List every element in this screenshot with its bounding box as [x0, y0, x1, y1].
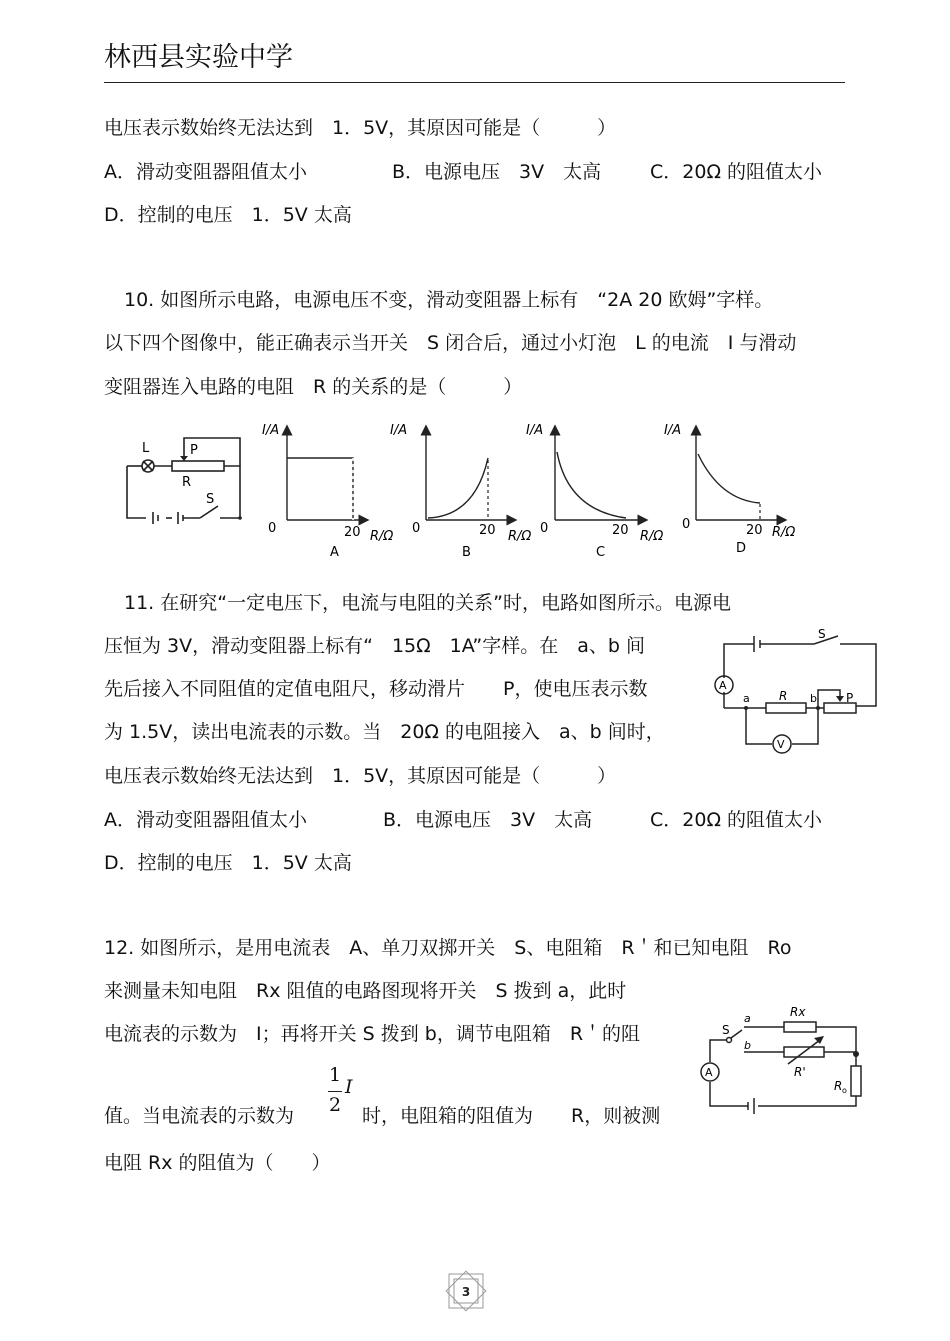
- q11-slider-label: P: [846, 691, 854, 705]
- q11-option-d: D．控制的电压 1．5V 太高: [104, 852, 352, 874]
- q11-switch-label: S: [818, 627, 826, 641]
- graph-b-tick: 20: [479, 523, 496, 538]
- q11-a-label: a: [743, 692, 750, 705]
- q11-option-b: B．电源电压 3V 太高: [383, 809, 593, 831]
- q12-fraction: [326, 1064, 356, 1126]
- q9-option-c: C．20Ω 的阻值太小: [650, 161, 823, 183]
- q10-line-3: 变阻器连入电路的电阻 R 的关系的是（ ）: [104, 376, 523, 398]
- q9-stem: 电压表示数始终无法达到 1．5V，其原因可能是（ ）: [104, 117, 617, 139]
- q11-voltmeter-label: V: [777, 738, 785, 751]
- switch-label: S: [206, 492, 215, 507]
- graph-c-xlabel: R/Ω: [640, 529, 664, 544]
- q12-ammeter-label: A: [705, 1066, 713, 1079]
- graph-d-tick: 20: [746, 523, 763, 538]
- q9-option-a: A．滑动变阻器阻值太小: [104, 161, 307, 183]
- school-title: 林西县实验中学: [104, 42, 293, 73]
- q12-circuit-diagram: [696, 994, 876, 1118]
- fraction-variable: I: [345, 1076, 353, 1098]
- q12-ro-label: R: [834, 1079, 843, 1093]
- graph-d-origin: 0: [682, 517, 691, 532]
- fraction-numerator: 1: [329, 1064, 342, 1086]
- graph-d-xlabel: R/Ω: [772, 525, 796, 540]
- q10-graphs: [250, 418, 810, 558]
- q12-line-3: 电流表的示数为 I；再将开关 S 拨到 b，调节电阻箱 R＇的阻: [104, 1023, 641, 1045]
- q11-circuit-diagram: [706, 622, 884, 756]
- fraction-bar: [328, 1091, 342, 1092]
- q12-line-1: 12. 如图所示，是用电流表 A、单刀双掷开关 S、电阻箱 R＇和已知电阻 Ro: [104, 937, 792, 959]
- q9-option-b: B．电源电压 3V 太高: [392, 161, 602, 183]
- q10-line-1: 10. 如图所示电路，电源电压不变，滑动变阻器上标有 “2A 20 欧姆”字样。: [124, 289, 774, 311]
- graph-a-ylabel: I/A: [262, 423, 280, 438]
- slider-label: P: [190, 443, 198, 458]
- q12-rx-label: Rx: [790, 1005, 806, 1019]
- page-number-badge: [438, 1268, 494, 1316]
- q12-line-4-before: 值。当电流表的示数为: [104, 1105, 295, 1127]
- q11-resistor-label: R: [779, 689, 788, 703]
- graph-d-ylabel: I/A: [664, 423, 682, 438]
- q11-line-4: 为 1.5V，读出电流表的示数。当 20Ω 的电阻接入 a、b 间时，: [104, 721, 665, 743]
- graph-a-caption: A: [330, 545, 339, 558]
- graph-a-xlabel: R/Ω: [370, 529, 394, 544]
- q10-circuit-diagram: [118, 430, 248, 525]
- q11-line-2: 压恒为 3V，滑动变阻器上标有“ 15Ω 1A”字样。在 a、b 间: [104, 635, 645, 657]
- graph-a: [262, 423, 393, 558]
- graph-b-xlabel: R/Ω: [508, 529, 532, 544]
- fraction-denominator: 2: [329, 1094, 342, 1116]
- q9-option-d: D．控制的电压 1．5V 太高: [104, 204, 352, 226]
- q12-b-label: b: [744, 1039, 751, 1052]
- graph-b-origin: 0: [412, 521, 421, 536]
- q12-rbox-label: R': [794, 1065, 806, 1079]
- q11-option-a: A．滑动变阻器阻值太小: [104, 809, 307, 831]
- q11-line-5: 电压表示数始终无法达到 1．5V，其原因可能是（ ）: [104, 765, 617, 787]
- graph-c-tick: 20: [612, 523, 629, 538]
- q10-line-2: 以下四个图像中，能正确表示当开关 S 闭合后，通过小灯泡 L 的电流 I 与滑动: [104, 332, 797, 354]
- q12-switch-label: S: [722, 1023, 730, 1037]
- graph-a-tick: 20: [344, 525, 361, 540]
- graph-a-origin: 0: [268, 521, 277, 536]
- graph-d: [664, 423, 795, 556]
- graph-d-caption: D: [736, 541, 747, 556]
- q12-line-4-after: 时，电阻箱的阻值为 R，则被测: [362, 1105, 661, 1127]
- graph-c: [526, 423, 663, 558]
- q12-line-5: 电阻 Rx 的阻值为（ ）: [104, 1152, 331, 1174]
- lamp-label: L: [142, 441, 150, 456]
- q11-ammeter-label: A: [719, 679, 727, 692]
- graph-b-caption: B: [462, 545, 471, 558]
- header-rule: [104, 82, 845, 83]
- graph-c-origin: 0: [540, 521, 549, 536]
- q11-line-3: 先后接入不同阻值的定值电阻尺，移动滑片 P，使电压表示数: [104, 678, 648, 700]
- page-number: 3: [461, 1285, 471, 1299]
- graph-b-ylabel: I/A: [390, 423, 408, 438]
- q11-line-1: 11. 在研究“一定电压下，电流与电阻的关系”时，电路如图所示。电源电: [124, 592, 731, 614]
- q12-line-2: 来测量未知电阻 Rx 阻值的电路图现将开关 S 拨到 a，此时: [104, 980, 627, 1002]
- graph-b: [390, 423, 531, 558]
- graph-c-caption: C: [596, 545, 606, 558]
- graph-c-ylabel: I/A: [526, 423, 544, 438]
- q12-a-label: a: [744, 1012, 751, 1025]
- q11-b-label: b: [810, 692, 817, 705]
- rheostat-label: R: [182, 475, 192, 490]
- q11-option-c: C．20Ω 的阻值太小: [650, 809, 823, 831]
- q12-ro-subscript: o: [842, 1086, 847, 1095]
